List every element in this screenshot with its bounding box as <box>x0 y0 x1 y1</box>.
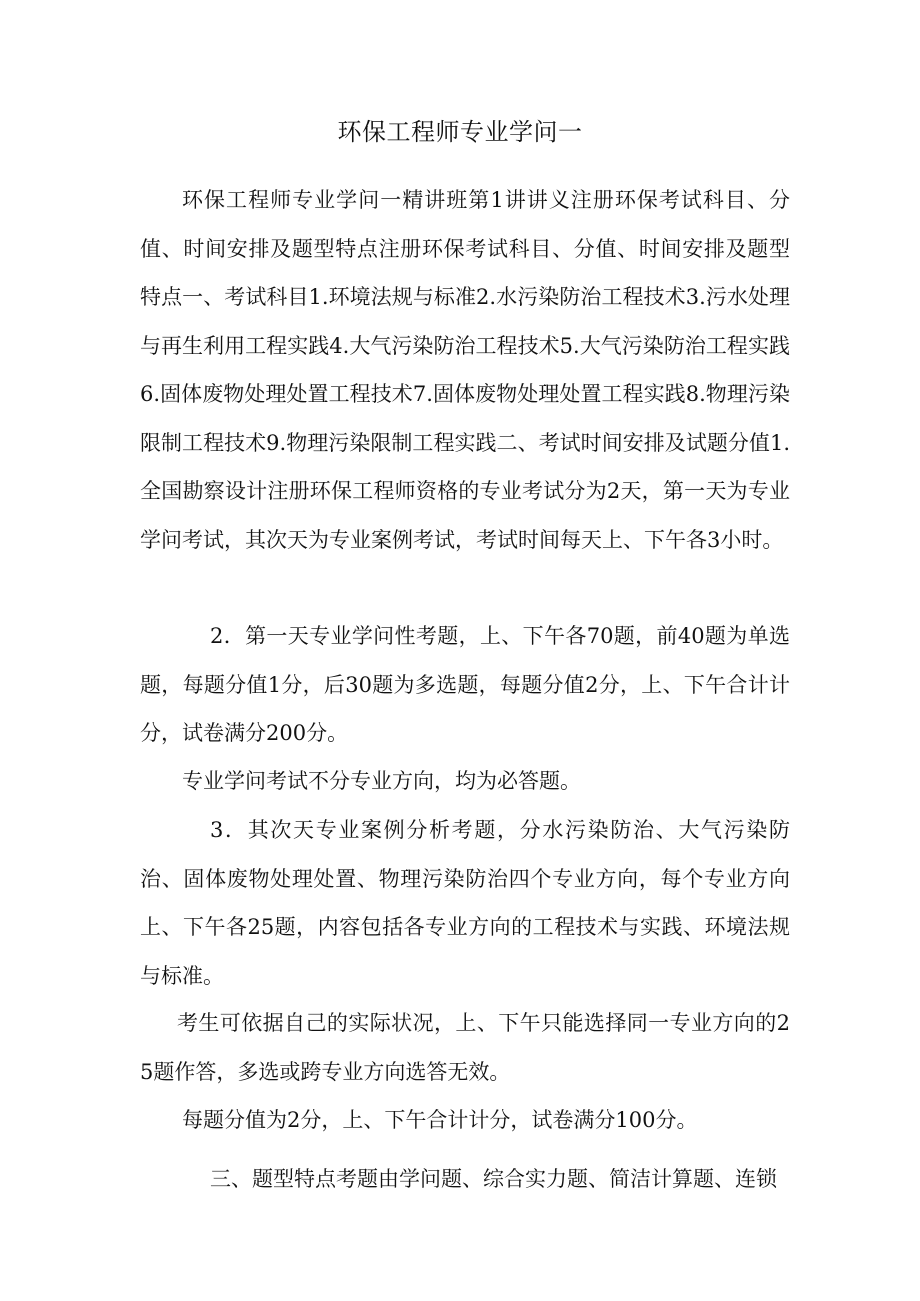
paragraph-required-questions: 专业学问考试不分专业方向，均为必答题。 <box>182 769 581 793</box>
paragraph-exam-overview: 环保工程师专业学问一精讲班第1讲讲义注册环保考试科目、分值、时间安排及题型特点注册环保考试科目、分值、时间安排及题型特点一、考试科目1.环境法规与标准2.水污染防治工程技术3.污水处理与再生利用工程实践4.大气污染防治工程技术5.大气污染防治工程实践6.固体废物处理处置工程技术7.固体废物处理处置工程实践8.物理污染限制工程技术9.物理污染限制工程实践二、考试时间安排及试题分值1.全国勘察设计注册环保工程师资格的专业考试分为2天，第一天为专业学问考试，其次天为专业案例考试，考试时间每天上、下午各3小时。 <box>140 188 790 552</box>
paragraph-question-types: 三、题型特点考题由学问题、综合实力题、简洁计算题、连锁 <box>210 1167 777 1191</box>
paragraph-day-one-exam: 2．第一天专业学问性考题，上、下午各70题，前40题为单选题，每题分值1分，后30题为多选题，每题分值2分，上、下午合计计分，试卷满分200分。 <box>140 624 790 745</box>
paragraph-score-value: 每题分值为2分，上、下午合计计分，试卷满分100分。 <box>182 1108 698 1132</box>
document-title: 环保工程师专业学问一 <box>337 118 583 146</box>
paragraph-candidate-choice: 考生可依据自己的实际状况，上、下午只能选择同一专业方向的25题作答，多选或跨专业方向选答无效。 <box>140 1011 790 1084</box>
paragraph-day-two-exam: 3．其次天专业案例分析考题，分水污染防治、大气污染防治、固体废物处理处置、物理污染防治四个专业方向，每个专业方向上、下午各25题，内容包括各专业方向的工程技术与实践、环境法规与标准。 <box>140 818 790 988</box>
